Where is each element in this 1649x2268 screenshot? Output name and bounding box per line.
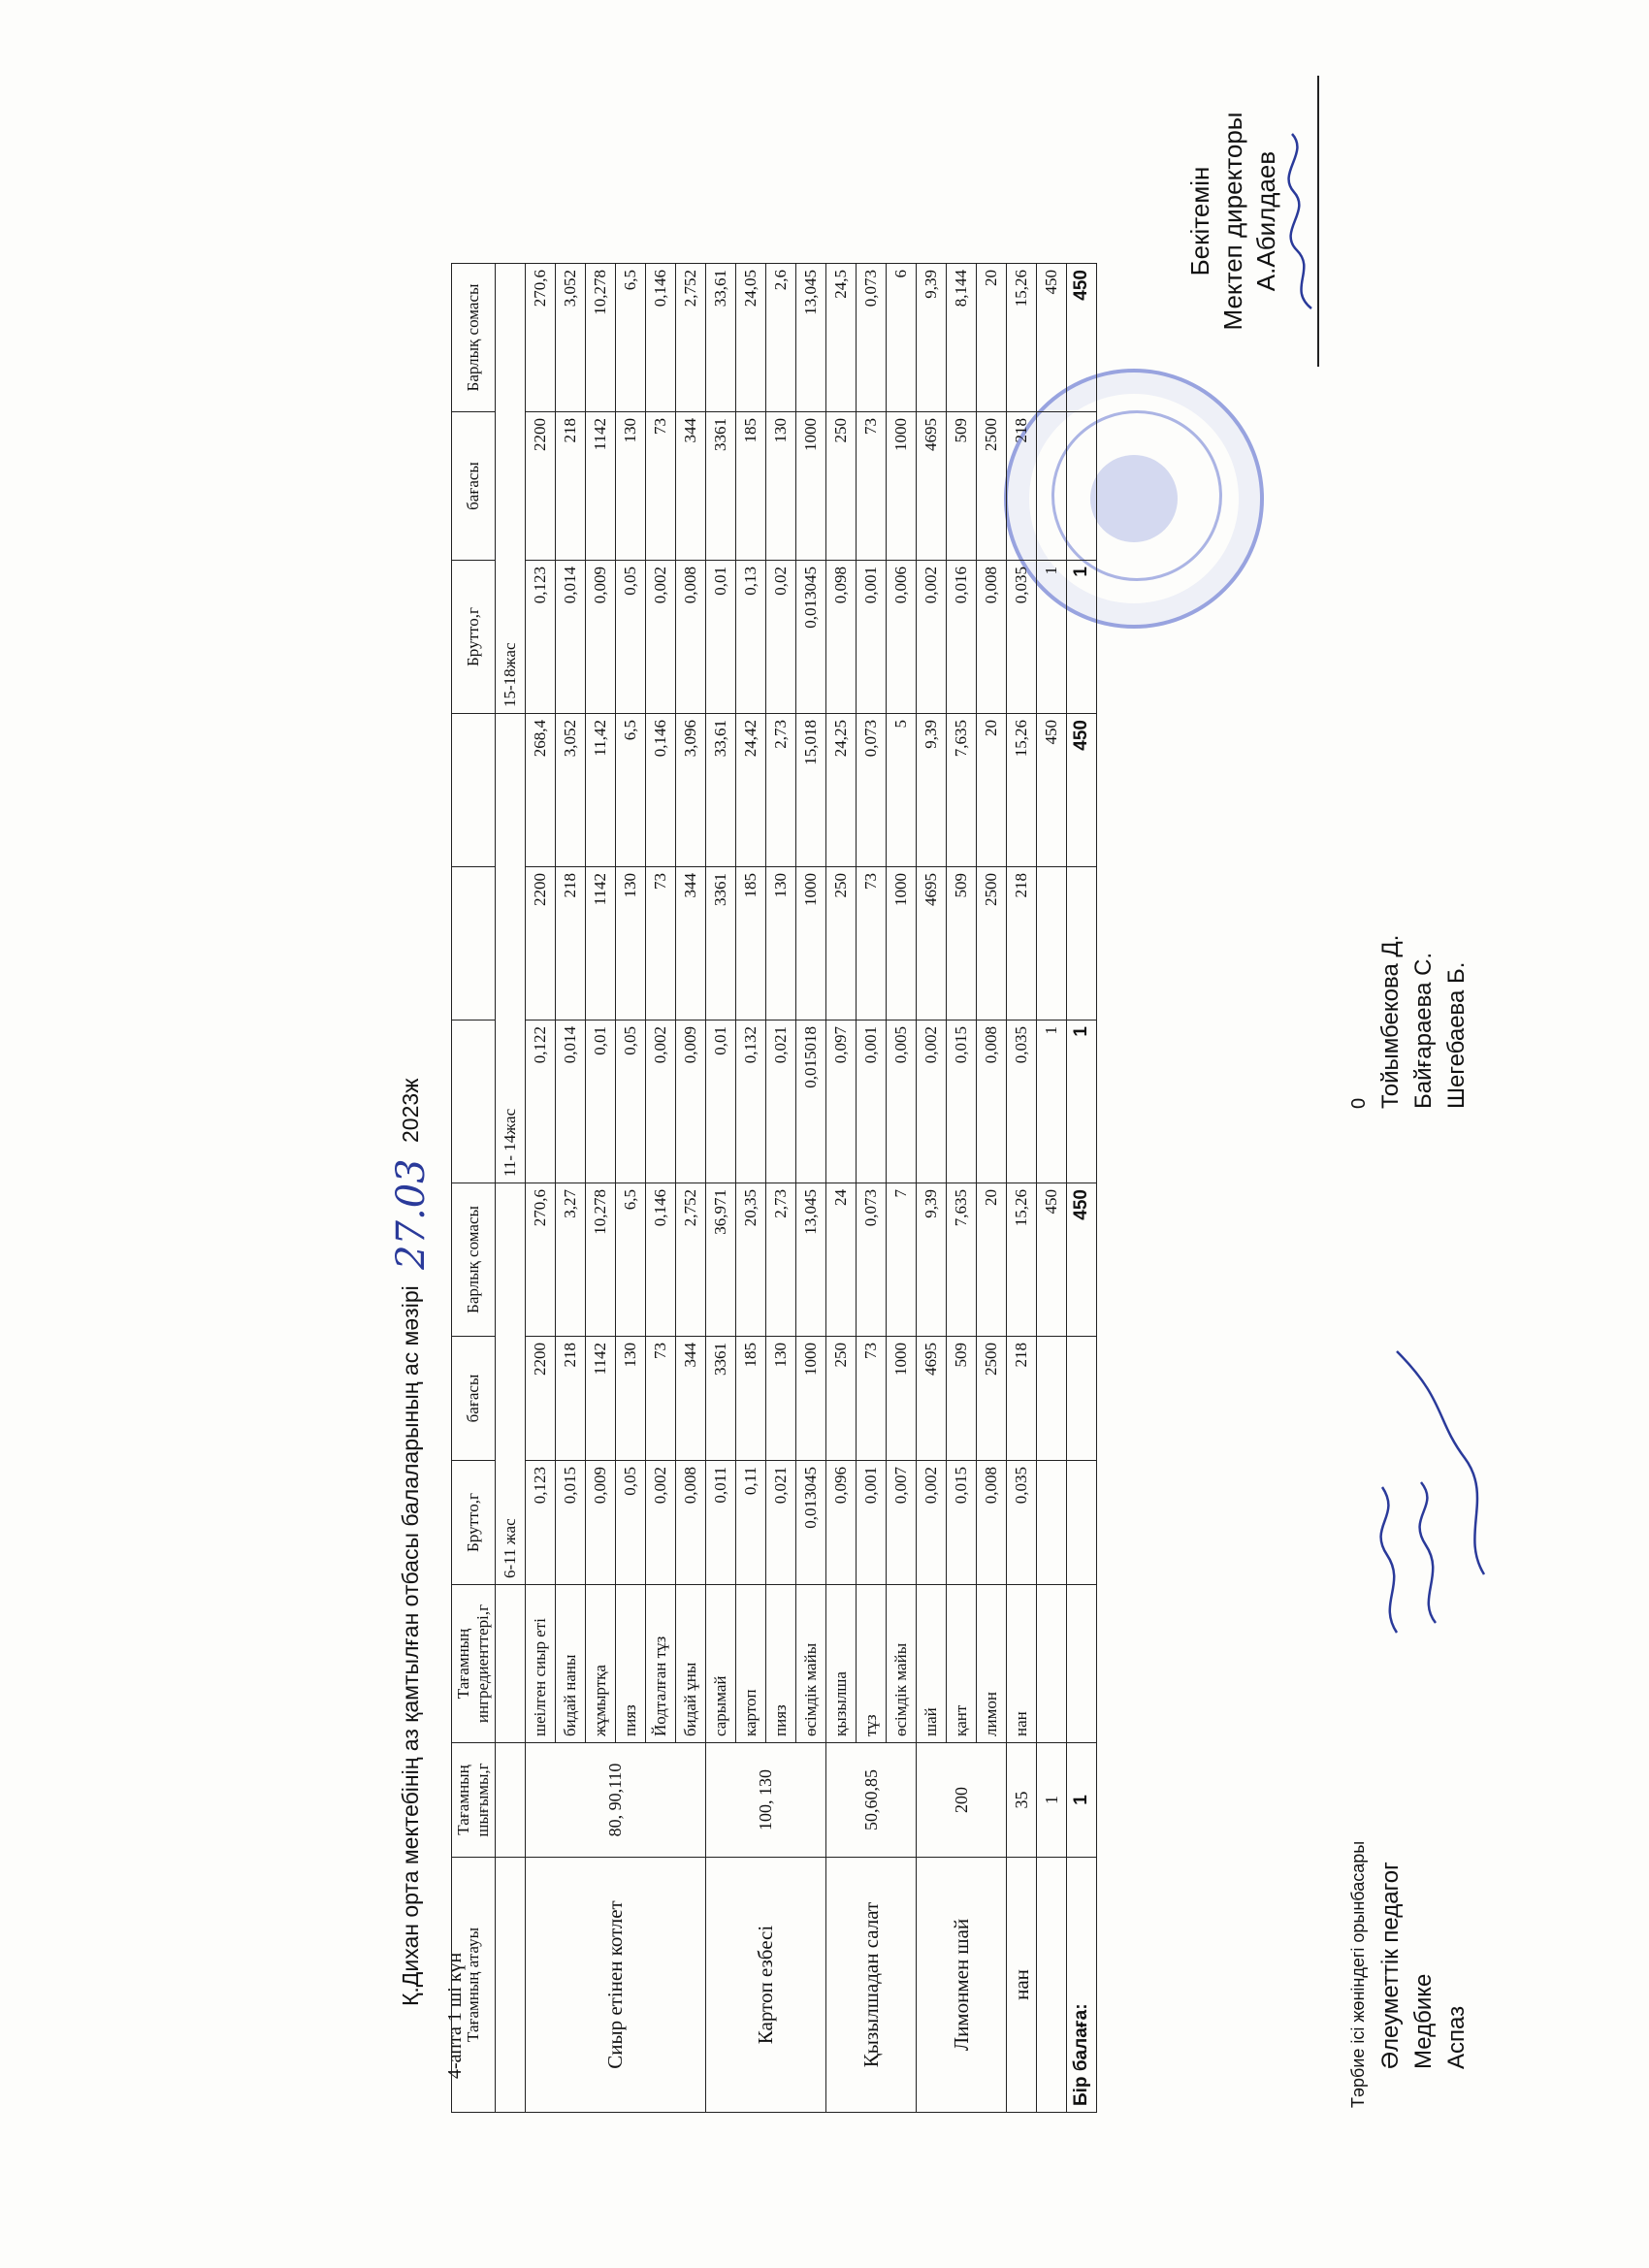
- value-cell: 0,05: [616, 1461, 646, 1585]
- dish-yield: 100, 130: [706, 1743, 826, 1858]
- value-cell: 0,008: [977, 1021, 1007, 1183]
- value-cell: 2200: [526, 867, 556, 1021]
- name-social-teacher: Тойымбекова Д.: [1377, 934, 1404, 1109]
- value-cell: 36,971: [706, 1183, 736, 1337]
- value-cell: 3,052: [556, 264, 586, 412]
- value-cell: 268,4: [526, 714, 556, 867]
- value-cell: 15,26: [1007, 714, 1037, 867]
- value-cell: 270,6: [526, 1183, 556, 1337]
- value-cell: 24,25: [826, 714, 857, 867]
- header-brutto-3: Брутто,г: [452, 561, 496, 714]
- value-cell: 15,26: [1007, 264, 1037, 412]
- value-cell: 0,05: [616, 561, 646, 714]
- value-cell: 0,097: [826, 1021, 857, 1183]
- dish-yield: 50,60,85: [826, 1743, 917, 1858]
- value-cell: 0,002: [917, 1461, 947, 1585]
- value-cell: 0,146: [646, 264, 676, 412]
- role-nurse: Медбике: [1410, 1973, 1437, 2069]
- ingredient-name: нан: [1007, 1585, 1037, 1743]
- value-cell: 344: [676, 1337, 706, 1461]
- value-cell: 4695: [917, 867, 947, 1021]
- value-cell: 24,05: [736, 264, 766, 412]
- total-value: 1: [1067, 1021, 1097, 1183]
- seal-emblem: [1090, 455, 1178, 542]
- value-cell: 0,014: [556, 561, 586, 714]
- header-brutto-1: Брутто,г: [452, 1461, 496, 1585]
- value-cell: 0,01: [706, 1021, 736, 1183]
- value-cell: 0,035: [1007, 561, 1037, 714]
- value-cell: 5: [887, 714, 917, 867]
- value-cell: 0,015: [556, 1461, 586, 1585]
- handwritten-date: 27.03: [389, 1158, 434, 1270]
- ingredient-name: лимон: [977, 1585, 1007, 1743]
- value-cell: 2,73: [766, 1183, 796, 1337]
- title-year: 2023ж: [398, 1078, 423, 1143]
- value-cell: 0,005: [887, 1021, 917, 1183]
- ingredient-name: өсімдік майы: [887, 1585, 917, 1743]
- portion-value: 1: [1037, 1021, 1067, 1183]
- value-cell: 10,278: [586, 264, 616, 412]
- value-cell: 0,002: [646, 1021, 676, 1183]
- portion-value: [1037, 1461, 1067, 1585]
- value-cell: 218: [1007, 412, 1037, 561]
- value-cell: 0,13: [736, 561, 766, 714]
- total-value: 450: [1067, 264, 1097, 412]
- header-price-2: [452, 867, 496, 1021]
- value-cell: 0,014: [556, 1021, 586, 1183]
- value-cell: 2200: [526, 412, 556, 561]
- value-cell: 9,39: [917, 1183, 947, 1337]
- value-cell: 0,123: [526, 1461, 556, 1585]
- value-cell: 0,01: [586, 1021, 616, 1183]
- value-cell: 9,39: [917, 264, 947, 412]
- value-cell: 0,009: [676, 1021, 706, 1183]
- table-row: [917, 264, 947, 2113]
- value-cell: 1000: [887, 867, 917, 1021]
- dish-name: Қызылшадан салат: [826, 1858, 917, 2113]
- total-yield: 1: [1067, 1743, 1097, 1858]
- director-signature: [1282, 124, 1321, 318]
- value-cell: 20: [977, 1183, 1007, 1337]
- value-cell: 130: [766, 1337, 796, 1461]
- ingredient-name: қызылша: [826, 1585, 857, 1743]
- ingredient-name: өсімдік майы: [796, 1585, 826, 1743]
- value-cell: 0,016: [947, 561, 977, 714]
- value-cell: 130: [616, 412, 646, 561]
- value-cell: 0,013045: [796, 561, 826, 714]
- value-cell: 0,123: [526, 561, 556, 714]
- value-cell: 0,008: [977, 561, 1007, 714]
- total-value: [1067, 412, 1097, 561]
- header-ingredients: Тағамның ингредиенттері,г: [452, 1585, 496, 1743]
- value-cell: 6,5: [616, 1183, 646, 1337]
- value-cell: 0,146: [646, 1183, 676, 1337]
- value-cell: 130: [766, 412, 796, 561]
- ingredient-name: шай: [917, 1585, 947, 1743]
- value-cell: 218: [556, 867, 586, 1021]
- value-cell: 73: [857, 867, 887, 1021]
- value-cell: 509: [947, 867, 977, 1021]
- value-cell: 0,05: [616, 1021, 646, 1183]
- portion-row: [1037, 264, 1067, 2113]
- age-group-row: [496, 264, 526, 2113]
- portion-value: [1037, 1337, 1067, 1461]
- value-cell: 11,42: [586, 714, 616, 867]
- value-cell: 73: [646, 1337, 676, 1461]
- value-cell: 1000: [887, 412, 917, 561]
- value-cell: 0,015018: [796, 1021, 826, 1183]
- value-cell: 0,098: [826, 561, 857, 714]
- value-cell: 13,045: [796, 1183, 826, 1337]
- value-cell: 3361: [706, 1337, 736, 1461]
- value-cell: 7: [887, 1183, 917, 1337]
- value-cell: 0,013045: [796, 1461, 826, 1585]
- portion-value: [1037, 412, 1067, 561]
- value-cell: 0,021: [766, 1021, 796, 1183]
- value-cell: 0,132: [736, 1021, 766, 1183]
- value-cell: 0,008: [676, 561, 706, 714]
- portion-yield: 1: [1037, 1743, 1067, 1858]
- ingredient-name: Йодталған тұз: [646, 1585, 676, 1743]
- value-cell: 130: [616, 867, 646, 1021]
- role-cook: Аспаз: [1443, 2005, 1470, 2069]
- staff-handwritten-signatures: [1368, 1342, 1513, 1652]
- value-cell: 344: [676, 867, 706, 1021]
- total-value: [1067, 867, 1097, 1021]
- value-cell: 6,5: [616, 264, 646, 412]
- week-day-label: 4-апта 1 ші күн: [444, 1952, 466, 2079]
- value-cell: 218: [556, 1337, 586, 1461]
- value-cell: 24,5: [826, 264, 857, 412]
- value-cell: 250: [826, 1337, 857, 1461]
- approval-heading: Бекітемін: [1185, 166, 1214, 276]
- value-cell: 0,011: [706, 1461, 736, 1585]
- value-cell: 73: [646, 867, 676, 1021]
- value-cell: 0,096: [826, 1461, 857, 1585]
- value-cell: 24,42: [736, 714, 766, 867]
- value-cell: 73: [646, 412, 676, 561]
- value-cell: 2,752: [676, 1183, 706, 1337]
- value-cell: 73: [857, 1337, 887, 1461]
- value-cell: 0,001: [857, 561, 887, 714]
- ingredient-name: бидай ұны: [676, 1585, 706, 1743]
- value-cell: 24: [826, 1183, 857, 1337]
- header-yield: Тағамның шығымы,г: [452, 1743, 496, 1858]
- portion-value: [1037, 867, 1067, 1021]
- value-cell: 1000: [887, 1337, 917, 1461]
- value-cell: 33,61: [706, 264, 736, 412]
- value-cell: 13,045: [796, 264, 826, 412]
- value-cell: 1000: [796, 412, 826, 561]
- value-cell: 2500: [977, 1337, 1007, 1461]
- value-cell: 0,009: [586, 1461, 616, 1585]
- header-sum-2: [452, 714, 496, 867]
- value-cell: 185: [736, 412, 766, 561]
- value-cell: 2,752: [676, 264, 706, 412]
- value-cell: 2,73: [766, 714, 796, 867]
- approval-signature-line: [1282, 76, 1319, 367]
- value-cell: 6,5: [616, 714, 646, 867]
- value-cell: 1142: [586, 412, 616, 561]
- table-row: [1007, 264, 1037, 2113]
- value-cell: 33,61: [706, 714, 736, 867]
- value-cell: 7,635: [947, 714, 977, 867]
- header-sum-3: Барлық сомасы: [452, 264, 496, 412]
- value-cell: 0,035: [1007, 1461, 1037, 1585]
- value-cell: 250: [826, 412, 857, 561]
- value-cell: 20: [977, 264, 1007, 412]
- name-cook: Шегебаева Б.: [1443, 961, 1470, 1109]
- value-cell: 1142: [586, 867, 616, 1021]
- total-row: [1067, 264, 1097, 2113]
- value-cell: 20: [977, 714, 1007, 867]
- value-cell: 218: [556, 412, 586, 561]
- value-cell: 1000: [796, 867, 826, 1021]
- zero-mark: 0: [1348, 1097, 1370, 1109]
- dish-name: Сиыр етінен котлет: [526, 1858, 706, 2113]
- value-cell: 0,001: [857, 1021, 887, 1183]
- value-cell: 3361: [706, 867, 736, 1021]
- value-cell: 7,635: [947, 1183, 977, 1337]
- table-row: [826, 264, 857, 2113]
- role-social-teacher: Әлеуметтік педагог: [1377, 1862, 1404, 2069]
- value-cell: 0,002: [646, 561, 676, 714]
- value-cell: 185: [736, 1337, 766, 1461]
- value-cell: 9,39: [917, 714, 947, 867]
- portion-value: 450: [1037, 264, 1067, 412]
- value-cell: 0,015: [947, 1461, 977, 1585]
- value-cell: 0,122: [526, 1021, 556, 1183]
- value-cell: 6: [887, 264, 917, 412]
- value-cell: 3,27: [556, 1183, 586, 1337]
- value-cell: 250: [826, 867, 857, 1021]
- value-cell: 0,006: [887, 561, 917, 714]
- ingredient-name: қант: [947, 1585, 977, 1743]
- value-cell: 270,6: [526, 264, 556, 412]
- value-cell: 218: [1007, 1337, 1037, 1461]
- total-value: 1: [1067, 561, 1097, 714]
- menu-table-body: [526, 264, 1097, 2113]
- value-cell: 8,144: [947, 264, 977, 412]
- value-cell: 185: [736, 867, 766, 1021]
- ingredient-name: картоп: [736, 1585, 766, 1743]
- total-value: 450: [1067, 714, 1097, 867]
- header-price-3: бағасы: [452, 412, 496, 561]
- approval-position: Мектеп директоры: [1218, 112, 1247, 331]
- portion-value: 450: [1037, 1183, 1067, 1337]
- age-group-3: 15-18жас: [496, 264, 526, 714]
- approval-block: [1183, 17, 1319, 425]
- dish-name: нан: [1007, 1858, 1037, 2113]
- value-cell: 0,021: [766, 1461, 796, 1585]
- value-cell: 3,096: [676, 714, 706, 867]
- header-sum-1: Барлық сомасы: [452, 1183, 496, 1337]
- header-dish: Тағамның атауы: [452, 1858, 496, 2113]
- value-cell: 15,018: [796, 714, 826, 867]
- dish-yield: 35: [1007, 1743, 1037, 1858]
- value-cell: 0,11: [736, 1461, 766, 1585]
- approval-name: А.Абилдаев: [1251, 150, 1280, 292]
- portion-value: 1: [1037, 561, 1067, 714]
- value-cell: 0,01: [706, 561, 736, 714]
- total-value: [1067, 1337, 1097, 1461]
- document-title: [383, 1078, 434, 2006]
- value-cell: 20,35: [736, 1183, 766, 1337]
- value-cell: 2200: [526, 1337, 556, 1461]
- deputy-label: Тәрбие ісі жөніндегі орынбасары: [1348, 1840, 1368, 2108]
- value-cell: 73: [857, 412, 887, 561]
- value-cell: 2500: [977, 412, 1007, 561]
- dish-name: Лимонмен шай: [917, 1858, 1007, 2113]
- value-cell: 2,6: [766, 264, 796, 412]
- value-cell: 15,26: [1007, 1183, 1037, 1337]
- ingredient-name: тұз: [857, 1585, 887, 1743]
- total-label: Бір балаға:: [1067, 1858, 1097, 2113]
- value-cell: 3,052: [556, 714, 586, 867]
- menu-table: [451, 263, 1097, 2113]
- value-cell: 0,001: [857, 1461, 887, 1585]
- value-cell: 0,009: [586, 561, 616, 714]
- dish-name: Картоп езбесі: [706, 1858, 826, 2113]
- table-row: [706, 264, 736, 2113]
- value-cell: 0,073: [857, 264, 887, 412]
- total-value: 450: [1067, 1183, 1097, 1337]
- value-cell: 509: [947, 1337, 977, 1461]
- value-cell: 0,02: [766, 561, 796, 714]
- value-cell: 1142: [586, 1337, 616, 1461]
- ingredient-name: сарымай: [706, 1585, 736, 1743]
- value-cell: 2500: [977, 867, 1007, 1021]
- value-cell: 0,008: [676, 1461, 706, 1585]
- age-group-1: 6-11 жас: [496, 1183, 526, 1585]
- total-value: [1067, 1461, 1097, 1585]
- ingredient-name: бидай наны: [556, 1585, 586, 1743]
- value-cell: 0,073: [857, 1183, 887, 1337]
- header-price-1: бағасы: [452, 1337, 496, 1461]
- value-cell: 130: [616, 1337, 646, 1461]
- ingredient-name: пияз: [766, 1585, 796, 1743]
- value-cell: 10,278: [586, 1183, 616, 1337]
- value-cell: 0,015: [947, 1021, 977, 1183]
- value-cell: 344: [676, 412, 706, 561]
- value-cell: 130: [766, 867, 796, 1021]
- value-cell: 3361: [706, 412, 736, 561]
- value-cell: 0,035: [1007, 1021, 1037, 1183]
- ingredient-name: шеілген сиыр еті: [526, 1585, 556, 1743]
- name-nurse: Байғараева С.: [1410, 952, 1437, 1109]
- value-cell: 0,073: [857, 714, 887, 867]
- table-row: [526, 264, 556, 2113]
- value-cell: 0,007: [887, 1461, 917, 1585]
- value-cell: 4695: [917, 1337, 947, 1461]
- value-cell: 0,146: [646, 714, 676, 867]
- ingredient-name: жұмыртқа: [586, 1585, 616, 1743]
- value-cell: 509: [947, 412, 977, 561]
- value-cell: 0,002: [646, 1461, 676, 1585]
- value-cell: 1000: [796, 1337, 826, 1461]
- ingredient-name: пияз: [616, 1585, 646, 1743]
- value-cell: 4695: [917, 412, 947, 561]
- value-cell: 0,002: [917, 1021, 947, 1183]
- portion-value: 450: [1037, 714, 1067, 867]
- value-cell: 0,002: [917, 561, 947, 714]
- dish-yield: 200: [917, 1743, 1007, 1858]
- title-text: Қ.Дихан орта мектебінің аз қамтылған отбасы балаларының ас мәзірі: [398, 1285, 423, 2006]
- value-cell: 0,008: [977, 1461, 1007, 1585]
- header-brutto-2: [452, 1021, 496, 1183]
- age-group-2: 11- 14жас: [496, 714, 526, 1183]
- value-cell: 218: [1007, 867, 1037, 1021]
- dish-yield: 80, 90,110: [526, 1743, 706, 1858]
